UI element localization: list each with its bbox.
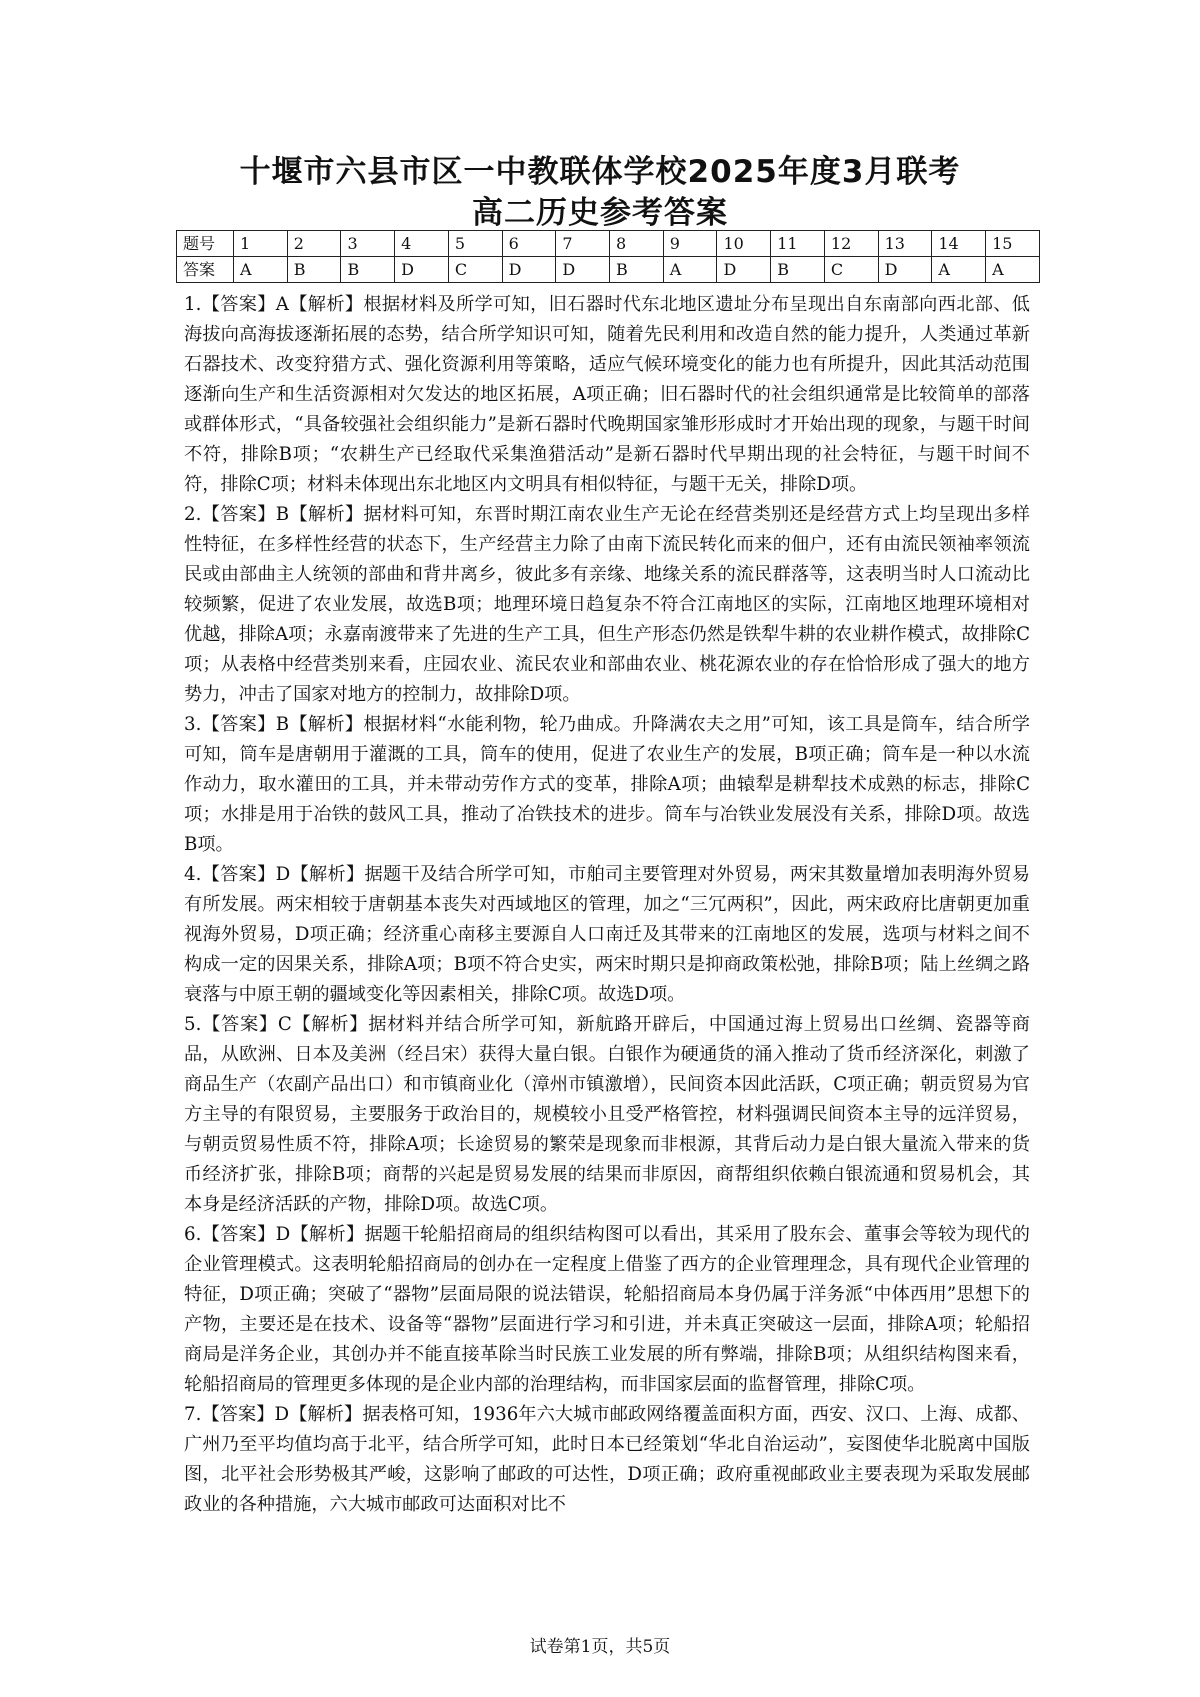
question-number-cell: 12	[824, 231, 878, 257]
page-footer: 试卷第1页，共5页	[529, 1637, 671, 1657]
question-number-cell: 1	[234, 231, 288, 257]
question-number-cell: 9	[663, 231, 717, 257]
answer-cell: A	[663, 257, 717, 283]
explanation-item-2: 2.【答案】B【解析】据材料可知，东晋时期江南农业生产无论在经营类别还是经营方式上均呈现出多样性特征，在多样性经营的状态下，生产经营主力除了由南下流民转化而来的佃户，还有由流民领袖率领流民或由部曲主人统领的部曲和背井离乡，彼此多有亲缘、地缘关系的流民群落等，这表明当时人口流动比较频繁，促进了农业发展，故选B项；地理环境日趋复杂不符合江南地区的实际，江南地区地理环境相对优越，排除A项；永嘉南渡带来了先进的生产工具，但生产形态仍然是铁犁牛耕的农业耕作模式，故排除C项；从表格中经营类别来看，庄园农业、流民农业和部曲农业、桃花源农业的存在恰恰形成了强大的地方势力，冲击了国家对地方的控制力，故排除D项。	[184, 504, 1030, 705]
question-number-cell: 8	[610, 231, 664, 257]
explanation-item-1: 1.【答案】A【解析】根据材料及所学可知，旧石器时代东北地区遗址分布呈现出自东南部向西北部、低海拔向高海拔逐渐拓展的态势，结合所学知识可知，随着先民利用和改造自然的能力提升，人类通过革新石器技术、改变狩猎方式、强化资源利用等策略，适应气候环境变化的能力也有所提升，因此其活动范围逐渐向生产和生活资源相对欠发达的地区拓展，A项正确；旧石器时代的社会组织通常是比较简单的部落或群体形式，“具备较强社会组织能力”是新石器时代晚期国家雏形形成时才开始出现的现象，与题干时间不符，排除B项；“农耕生产已经取代采集渔猎活动”是新石器时代早期出现的社会特征，与题干时间不符，排除C项；材料未体现出东北地区内文明具有相似特征，与题干无关，排除D项。	[184, 294, 1030, 495]
answer-cell: B	[771, 257, 825, 283]
question-number-cell: 15	[986, 231, 1040, 257]
question-number-cell: 10	[717, 231, 771, 257]
answer-cell: A	[234, 257, 288, 283]
row-label-question: 题号	[177, 231, 234, 257]
answer-cell: D	[878, 257, 932, 283]
question-number-cell: 11	[771, 231, 825, 257]
answer-row	[177, 257, 1040, 283]
row-label-answer: 答案	[177, 257, 234, 283]
answer-cell: C	[448, 257, 502, 283]
explanation-item-5: 5.【答案】C【解析】据材料并结合所学可知，新航路开辟后，中国通过海上贸易出口丝绸、瓷器等商品，从欧洲、日本及美洲（经吕宋）获得大量白银。白银作为硬通货的涌入推动了货币经济深化，刺激了商品生产（农副产品出口）和市镇商业化（漳州市镇激增），民间资本因此活跃，C项正确；朝贡贸易为官方主导的有限贸易，主要服务于政治目的，规模较小且受严格管控，材料强调民间资本主导的远洋贸易，与朝贡贸易性质不符，排除A项；长途贸易的繁荣是现象而非根源，其背后动力是白银大量流入带来的货币经济扩张，排除B项；商帮的兴起是贸易发展的结果而非原因，商帮组织依赖白银流通和贸易机会，其本身是经济活跃的产物，排除D项。故选C项。	[184, 1014, 1030, 1215]
answer-cell: D	[395, 257, 449, 283]
question-number-row	[177, 231, 1040, 257]
question-number-cell: 13	[878, 231, 932, 257]
question-number-cell: 7	[556, 231, 610, 257]
exam-title: 十堰市六县市区一中教联体学校2025年度3月联考	[239, 154, 961, 190]
answer-table	[176, 230, 1040, 283]
answer-cell: B	[287, 257, 341, 283]
explanation-item-6: 6.【答案】D【解析】据题干轮船招商局的组织结构图可以看出，其采用了股东会、董事会等较为现代的企业管理模式。这表明轮船招商局的创办在一定程度上借鉴了西方的企业管理理念，具有现代企业管理的特征，D项正确；突破了“器物”层面局限的说法错误，轮船招商局本身仍属于洋务派“中体西用”思想下的产物，主要还是在技术、设备等“器物”层面进行学习和引进，并未真正突破这一层面，排除A项；轮船招商局是洋务企业，其创办并不能直接革除当时民族工业发展的所有弊端，排除B项；从组织结构图来看，轮船招商局的管理更多体现的是企业内部的治理结构，而非国家层面的监督管理，排除C项。	[184, 1224, 1030, 1395]
question-number-cell: 2	[287, 231, 341, 257]
question-number-cell: 14	[932, 231, 986, 257]
question-number-cell: 5	[448, 231, 502, 257]
answer-cell: A	[932, 257, 986, 283]
explanation-item-7: 7.【答案】D【解析】据表格可知，1936年六大城市邮政网络覆盖面积方面，西安、汉口、上海、成都、广州乃至平均值均高于北平，结合所学可知，此时日本已经策划“华北自治运动”，妄图使华北脱离中国版图，北平社会形势极其严峻，这影响了邮政的可达性，D项正确；政府重视邮政业主要表现为采取发展邮政业的各种措施，六大城市邮政可达面积对比不	[184, 1404, 1030, 1515]
question-number-cell: 4	[395, 231, 449, 257]
answer-cell: B	[610, 257, 664, 283]
explanations	[184, 290, 1030, 1520]
answer-cell: D	[502, 257, 556, 283]
answer-cell: C	[824, 257, 878, 283]
question-number-cell: 3	[341, 231, 395, 257]
answer-subtitle: 高二历史参考答案	[472, 195, 728, 231]
explanation-item-4: 4.【答案】D【解析】据题干及结合所学可知，市舶司主要管理对外贸易，两宋其数量增加表明海外贸易有所发展。两宋相较于唐朝基本丧失对西域地区的管理，加之“三冗两积”，因此，两宋政府比唐朝更加重视海外贸易，D项正确；经济重心南移主要源自人口南迁及其带来的江南地区的发展，选项与材料之间不构成一定的因果关系，排除A项；B项不符合史实，两宋时期只是抑商政策松弛，排除B项；陆上丝绸之路衰落与中原王朝的疆域变化等因素相关，排除C项。故选D项。	[184, 864, 1030, 1005]
answer-cell: D	[556, 257, 610, 283]
answer-cell: B	[341, 257, 395, 283]
answer-cell: A	[986, 257, 1040, 283]
answer-cell: D	[717, 257, 771, 283]
question-number-cell: 6	[502, 231, 556, 257]
explanation-item-3: 3.【答案】B【解析】根据材料“水能利物，轮乃曲成。升降满农夫之用”可知，该工具是筒车，结合所学可知，筒车是唐朝用于灌溉的工具，筒车的使用，促进了农业生产的发展，B项正确；筒车是一种以水流作动力，取水灌田的工具，并未带动劳作方式的变革，排除A项；曲辕犁是耕犁技术成熟的标志，排除C项；水排是用于冶铁的鼓风工具，推动了冶铁技术的进步。筒车与冶铁业发展没有关系，排除D项。故选B项。	[184, 714, 1030, 855]
